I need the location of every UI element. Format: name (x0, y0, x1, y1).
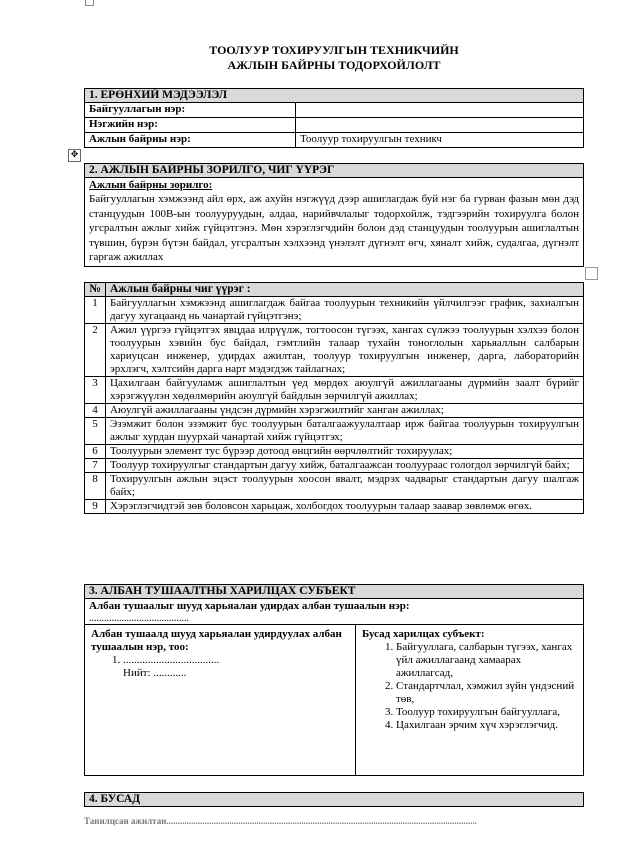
table-row (85, 133, 584, 148)
duty-text: Цахилгаан байгууламж ашиглалтын үед мөрдөх аюулгүй ажиллагааны дүрмийн заалт бүрийг хэрэгжүүлэн хөдөлмөрийн аюулгүй байдлын зөрчилгүй ажиллах; (106, 377, 584, 404)
duty-number: 3 (85, 377, 106, 404)
acknowledged-employee-line: Танилцсан ажилтан.......................................................................................................................................... (84, 816, 477, 826)
list-item: 3. Тоолуур тохируулгын байгууллага, (396, 706, 577, 719)
section1-heading: 1. ЕРӨНХИЙ МЭДЭЭЛЭЛ (85, 89, 584, 103)
table-row (85, 377, 584, 404)
table-row (85, 178, 584, 267)
duty-text: Тоолуур тохируулгыг стандартын дагуу хийж, баталгаажсан тоолуураас гологдол зөрчилгүй байх; (106, 459, 584, 473)
table-move-icon[interactable]: ✥ (68, 149, 81, 162)
supervisor-cell (85, 599, 584, 625)
subordinates-list (91, 654, 349, 680)
goal-label: Ажлын байрны зорилго: (89, 179, 213, 191)
duty-number: 4 (85, 404, 106, 418)
unit-name-value[interactable] (296, 118, 584, 133)
duty-number: 5 (85, 418, 106, 445)
supervisor-value[interactable]: ........................................ (89, 613, 189, 624)
section-heading-row (85, 89, 584, 103)
section3-heading: 3. АЛБАН ТУШААЛТНЫ ХАРИЛЦАХ СУБЪЕКТ (85, 585, 584, 599)
supervisor-label: Албан тушаалыг шууд харьяалан удирдах албан тушаалын нэр: (89, 600, 410, 612)
table-row (85, 324, 584, 377)
subordinate-total: Нийт: ............ (123, 667, 187, 679)
duty-text: Хэрэглэгчидтэй зөв боловсон харьцаж, холбогдох тоолуурын талаар заавар зөвлөмж өгөх. (106, 500, 584, 514)
duty-number: 2 (85, 324, 106, 377)
duty-text: Аюулгүй ажиллагааны үндсэн дүрмийн хэрэгжилтийг ханган ажиллах; (106, 404, 584, 418)
duties-table (84, 282, 584, 514)
table-row (85, 118, 584, 133)
duty-number: 6 (85, 445, 106, 459)
unit-name-label: Нэгжийн нэр: (85, 118, 296, 133)
relations-table (84, 584, 584, 776)
duties-header-row (85, 283, 584, 297)
subordinate-name[interactable]: ................................... (123, 654, 220, 666)
duty-number: 8 (85, 473, 106, 500)
subordinates-cell (85, 625, 356, 776)
page-title-line2: АЖЛЫН БАЙРНЫ ТОДОРХОЙЛОЛТ (227, 58, 441, 72)
duty-text: Эзэмжит болон эзэмжит бус тоолуурын баталгаажуулалтаар ирж байгаа тоолуурын тохируулгын ажлыг хурдан шуурхай чанартай хийж гүйцэтгэх; (106, 418, 584, 445)
duty-number: 7 (85, 459, 106, 473)
section-heading-row (85, 793, 584, 807)
table-row (85, 297, 584, 324)
general-info-table (84, 88, 584, 148)
duty-text: Тоолуурын элемент тус бүрээр дотоод өнцгийн өөрчлөлтийг тохируулах; (106, 445, 584, 459)
table-row (85, 445, 584, 459)
goal-cell (85, 178, 584, 267)
list-item (123, 654, 349, 680)
table-row (85, 404, 584, 418)
position-name-label: Ажлын байрны нэр: (85, 133, 296, 148)
duty-text: Ажил үүргээ гүйцэтгэх явцдаа илрүүлж, тогтоосон түгээх, хангах сүлжээ тоолуурын хэлхээ болон тоолуурын хэвийн бус байдал, гэмтлийн талаар тухайн тоноглолын харьяаллын салбарын хариуцсан инженер, удирдах ажилтан, тоолуур тохируулгын инженер, дарга, лабораторийн эрхлэгч, хэлтсийн дарга нарт мэдэгдэж тайлагнах; (106, 324, 584, 377)
goal-text: Байгууллагын хэмжээнд айл өрх, аж ахуйн нэгжүүд дээр ашиглагдаж буй нэг ба гурван фазын мөн дэд станцуудын 100В-ын тоолууруудын, алдаа, нарийвчлалыг тодорхойлж, тэдгээрийн тохируулга болон угсралтын ажлыг хийж гүйцэтгэнэ. Мөн хэрэглэгчдийн болон дэд станцуудын тоолуурын ашиглалтын түвшин, бүрэн бүтэн байдал, угсралтын хэлхээнд үнэлэлт дүгнэлт өгч, хяналт хийж, судалгаа, дүгнэлт гаргаж ажиллах (89, 193, 579, 263)
duty-number: 1 (85, 297, 106, 324)
table-row (85, 473, 584, 500)
page-title-line1: ТООЛУУР ТОХИРУУЛГЫН ТЕХНИКЧИЙН (209, 43, 459, 57)
duty-text: Тохируулгын ажлын эцэст тоолуурын хоосон явалт, мэдрэх чадварыг стандартын дагуу шалгаж байх; (106, 473, 584, 500)
section4-heading: 4. БУСАД (85, 793, 584, 807)
col-number-header: № (85, 283, 106, 297)
table-row (85, 103, 584, 118)
section-heading-row (85, 585, 584, 599)
position-name-value[interactable]: Тоолуур тохируулгын техникч (296, 133, 584, 148)
row-insert-marker (585, 267, 598, 280)
list-item: 1. Байгууллага, салбарын түгээх, хангах үйл ажиллагаанд хамаарах ажиллагсад, (396, 641, 577, 680)
table-row (85, 625, 584, 776)
table-row (85, 500, 584, 514)
section-heading-row (85, 164, 584, 178)
other-subjects-title: Бусад харилцах субъект: (362, 628, 485, 640)
list-item: 4. Цахилгаан эрчим хүч хэрэглэгчид. (396, 719, 577, 732)
duty-text: Байгууллагын хэмжээнд ашиглагдаж байгаа тоолуурын техникийн үйлчилгээг график, захиалгын дагуу хугацаанд нь чанартай гүйцэтгэнэ; (106, 297, 584, 324)
org-name-value[interactable] (296, 103, 584, 118)
list-item: 2. Стандартчлал, хэмжил зүйн үндэсний төв, (396, 680, 577, 706)
subordinates-title: Албан тушаалд шууд харьяалан удирдуулах албан тушаалын нэр, тоо: (91, 628, 342, 653)
other-subjects-list (362, 641, 577, 732)
section2-heading: 2. АЖЛЫН БАЙРНЫ ЗОРИЛГО, ЧИГ ҮҮРЭГ (85, 164, 584, 178)
duty-number: 9 (85, 500, 106, 514)
org-name-label: Байгууллагын нэр: (85, 103, 296, 118)
page-corner-marker (85, 0, 94, 6)
other-subjects-cell (356, 625, 584, 776)
table-row (85, 459, 584, 473)
other-table (84, 792, 584, 807)
col-duty-header: Ажлын байрны чиг үүрэг : (106, 283, 584, 297)
goal-table (84, 163, 584, 267)
table-row (85, 599, 584, 625)
table-row (85, 418, 584, 445)
